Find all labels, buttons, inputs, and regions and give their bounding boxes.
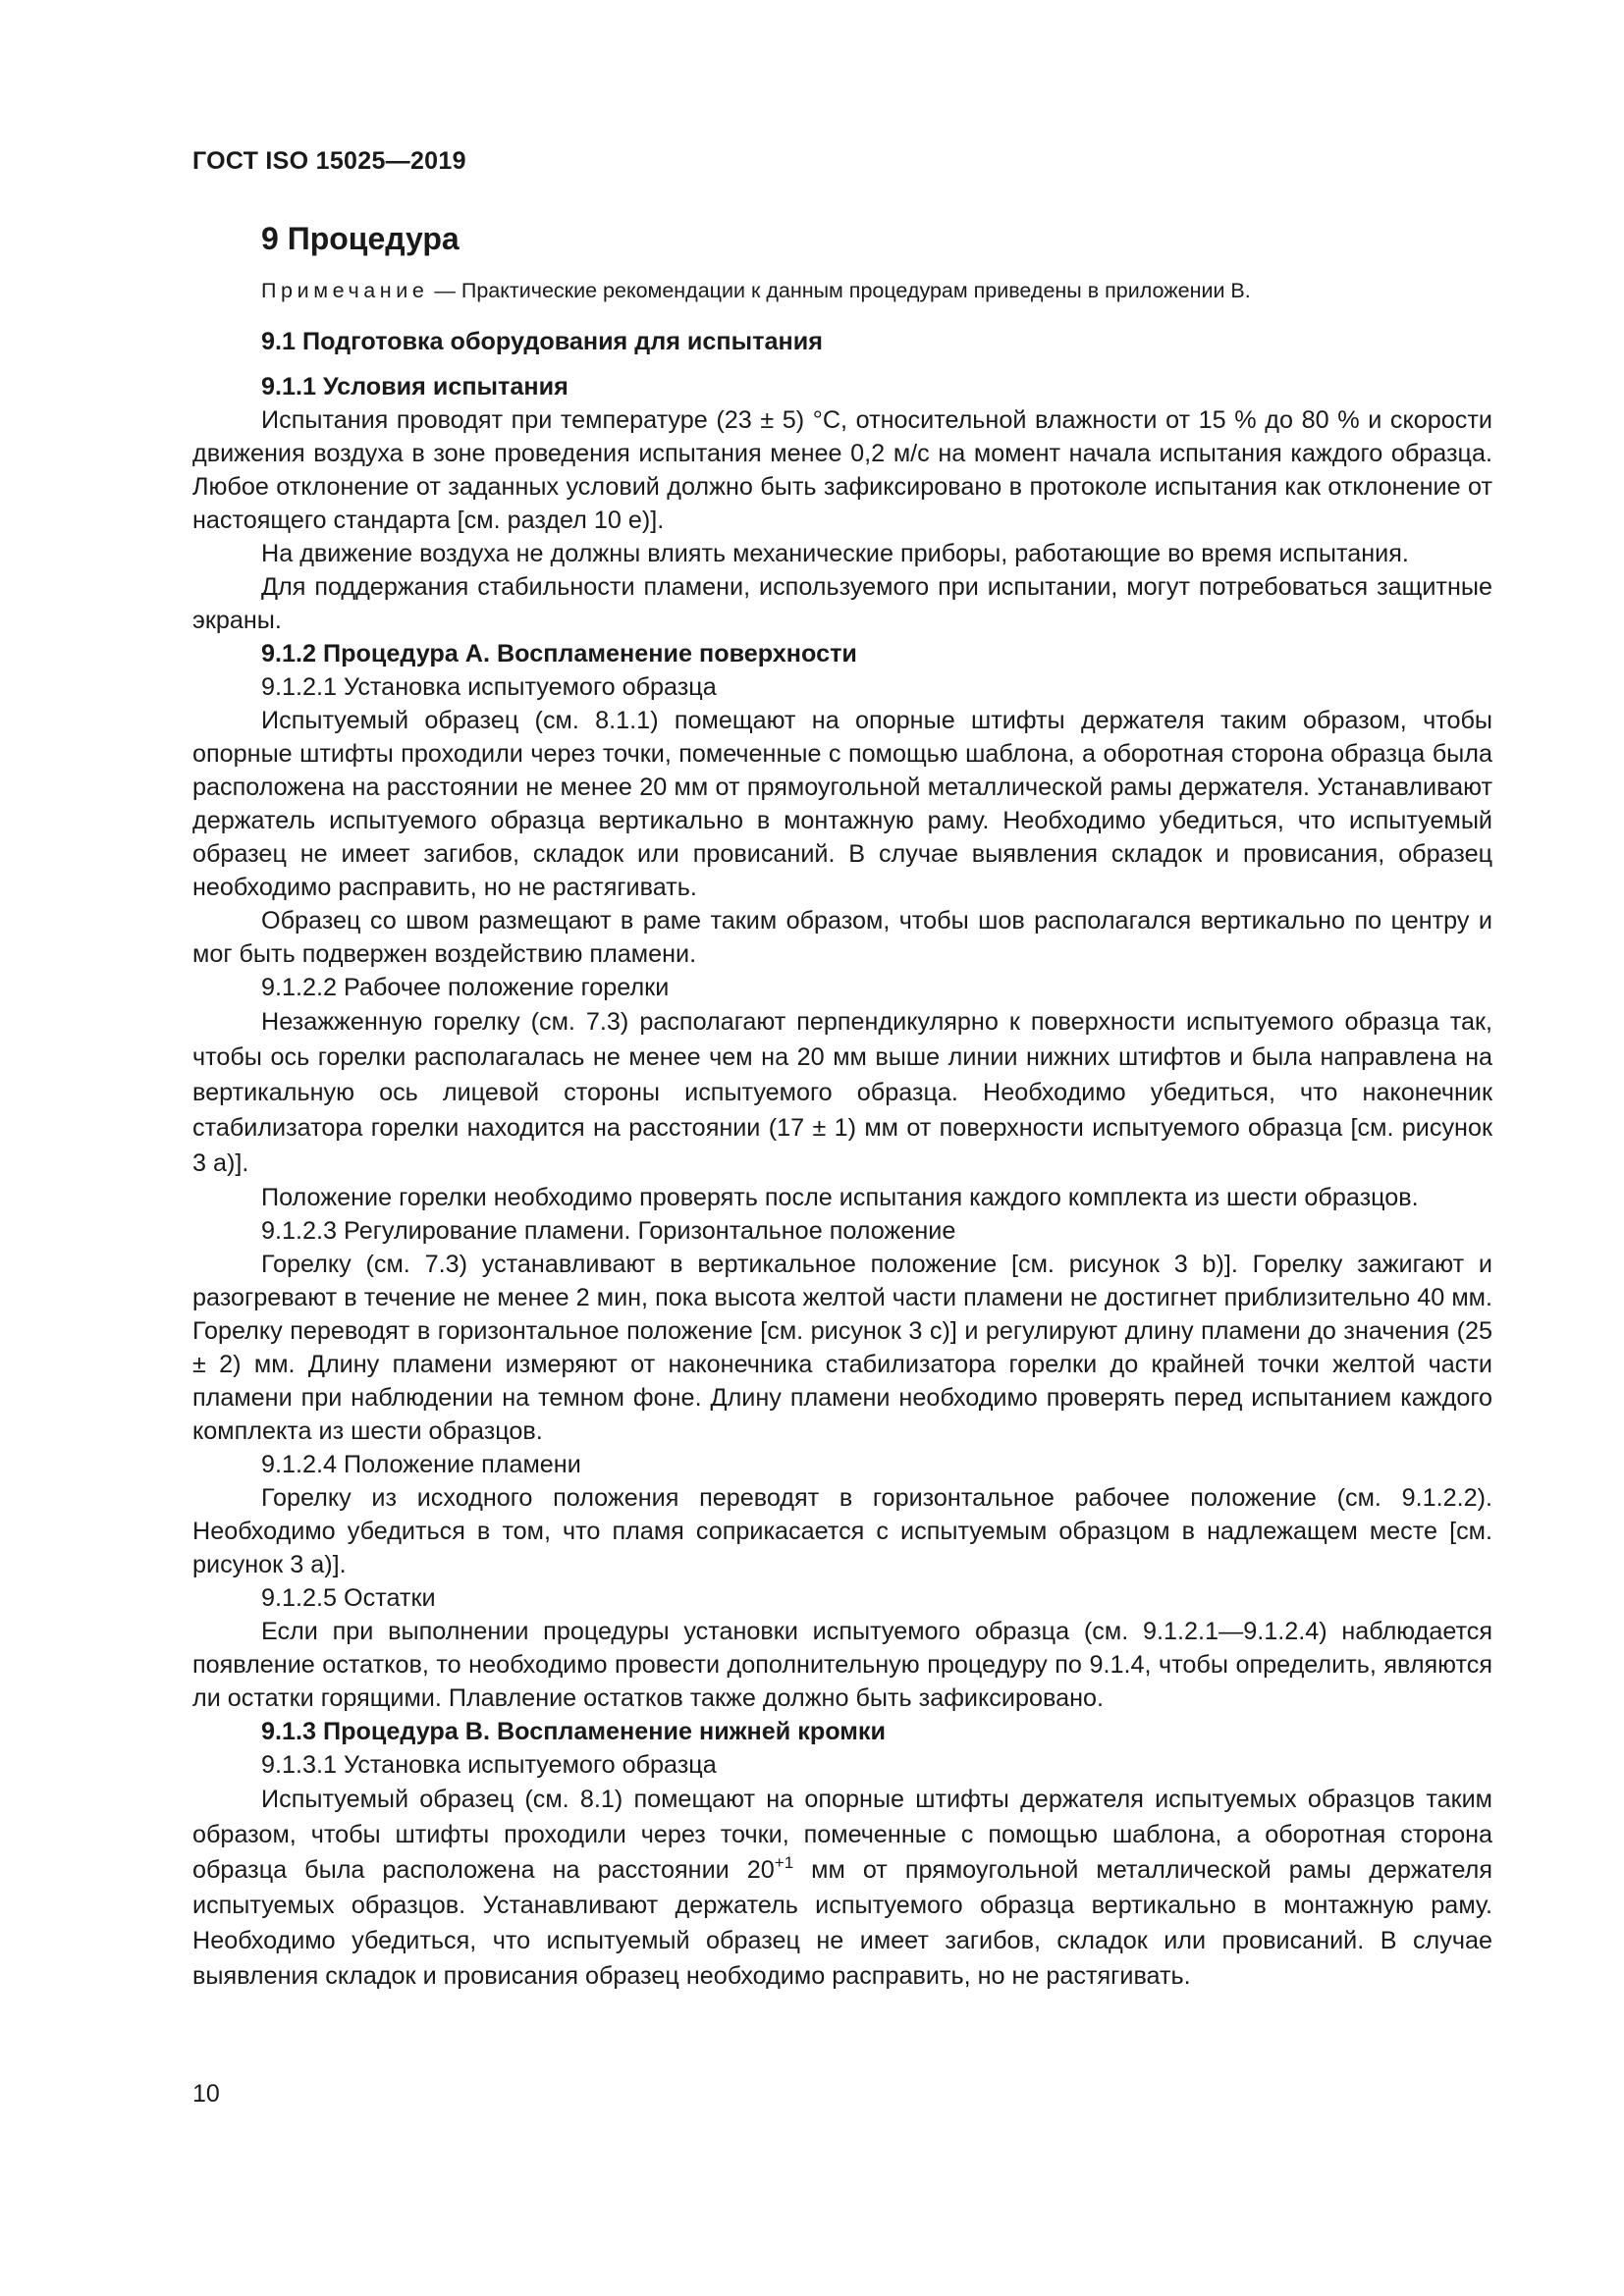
page-number: 10 — [192, 2080, 220, 2108]
paragraph: Горелку (см. 7.3) устанавливают в вертикальное положение [см. рисунок 3 b)]. Горелку зажигают и разогревают в течение не менее 2 мин, пока высота желтой части пламени не достигнет приблизительно 40 мм. Горелку переводят в горизонтальное положение [см. рисунок 3 с)] и регулируют длину пламени до значения (25 ± 2) мм. Длину пламени измеряют от наконечника стабилизатора горелки до крайней точки желтой части пламени при наблюдении на темном фоне. Длину пламени необходимо проверять перед испытанием каждого комплекта из шести образцов. — [192, 1251, 1492, 1445]
paragraph: Испытания проводят при температуре (23 ± 5) °С, относительной влажности от 15 % до 80 % и скорости движения воздуха в зоне проведения испытания менее 0,2 м/с на момент начала испытания каждого образца. Любое отклонение от заданных условий должно быть зафиксировано в протоколе испытания как отклонение от настоящего стандарта [см. раздел 10 е)]. — [192, 406, 1492, 534]
paragraph: Испытуемый образец (см. 8.1.1) помещают на опорные штифты держателя таким образом, чтобы опорные штифты проходили через точки, помеченные с помощью шаблона, а оборотная сторона образца была расположена на расстоянии не менее 20 мм от прямоугольной металлической рамы держателя. Устанавливают держатель испытуемого образца вертикально в монтажную раму. Необходимо убедиться, что испытуемый образец не имеет загибов, складок или провисаний. В случае выявления складок и провисания, образец необходимо расправить, но не растягивать. — [192, 707, 1492, 901]
subsection-number: 9.1.1 — [261, 373, 317, 400]
clause-heading: 9.1.3.1 Установка испытуемого образца — [261, 1751, 717, 1779]
subsection-title: Подготовка оборудования для испытания — [302, 328, 823, 355]
clause-heading: 9.1.2.1 Установка испытуемого образца — [261, 673, 717, 701]
subsection-title: Процедура В. Воспламенение нижней кромки — [323, 1718, 887, 1745]
subsection-number: 9.1.3 — [261, 1718, 317, 1745]
note-text: — Практические рекомендации к данным процедурам приведены в приложении В. — [428, 279, 1251, 302]
subsection-heading-9-1-2 — [261, 637, 1492, 670]
note — [261, 274, 1492, 307]
subsection-title: Условия испытания — [323, 373, 568, 400]
paragraph: Горелку из исходного положения переводят в горизонтальное рабочее положение (см. 9.1.2.2). Необходимо убедиться в том, что пламя соприкасается с испытуемым образцом в надлежащем месте [см. рисунок 3 а)]. — [192, 1484, 1492, 1578]
subsection-number: 9.1 — [261, 328, 297, 355]
subsection-heading-9-1-1 — [261, 370, 1492, 403]
paragraph — [192, 1782, 1492, 1994]
paragraph: Образец со швом размещают в раме таким образом, чтобы шов располагался вертикально по центру и мог быть подвержен воздействию пламени. — [192, 907, 1492, 968]
page-content — [192, 217, 1492, 1994]
paragraph: Если при выполнении процедуры установки испытуемого образца (см. 9.1.2.1—9.1.2.4) наблюдается появление остатков, то необходимо провести дополнительную процедуру по 9.1.4, чтобы определить, являются ли остатки горящими. Плавление остатков также должно быть зафиксировано. — [192, 1618, 1492, 1712]
paragraph: Для поддержания стабильности пламени, используемого при испытании, могут потребоваться защитные экраны. — [192, 573, 1492, 634]
paragraph: Положение горелки необходимо проверять после испытания каждого комплекта из шести образцов. — [261, 1184, 1419, 1211]
subsection-heading-9-1 — [261, 325, 1492, 358]
section-number: 9 — [261, 221, 279, 256]
clause-heading: 9.1.2.5 Остатки — [261, 1584, 436, 1612]
subsection-title: Процедура А. Воспламенение поверхности — [323, 640, 857, 667]
clause-heading: 9.1.2.2 Рабочее положение горелки — [261, 974, 670, 1001]
note-label: Примечание — [261, 279, 429, 302]
paragraph: Незажженную горелку (см. 7.3) располагают перпендикулярно к поверхности испытуемого образца так, чтобы ось горелки располагалась не менее чем на 20 мм выше линии нижних штифтов и была направлена на вертикальную ось лицевой стороны испытуемого образца. Необходимо убедиться, что наконечник стабилизатора горелки находится на расстоянии (17 ± 1) мм от поверхности испытуемого образца [см. рисунок 3 а)]. — [192, 1008, 1492, 1177]
section-title: Процедура — [287, 221, 460, 256]
paragraph-part: Испытуемый образец (см. 8.1) помещают на опорные штифты держателя испытуемых образцов таким образом, чтобы штифты проходили через точки, помеченные с помощью шаблона, а оборотная сторона образца была расположена на расстоянии 20 — [192, 1786, 1492, 1884]
clause-heading: 9.1.2.3 Регулирование пламени. Горизонтальное положение — [261, 1217, 956, 1245]
subsection-number: 9.1.2 — [261, 640, 317, 667]
paragraph-part: мм от прямоугольной металлической рамы держателя испытуемых образцов. Устанавливают держатель испытуемого образца вертикально в монтажную раму. Необходимо убедиться, что испытуемый образец не имеет загибов, складок или провисаний. В случае выявления складок и провисания образец необходимо расправить, но не растягивать. — [192, 1856, 1492, 1990]
section-heading — [261, 217, 1492, 274]
tolerance-superscript: +1 — [774, 1853, 794, 1872]
document-header: ГОСТ ISO 15025—2019 — [192, 147, 466, 175]
subsection-heading-9-1-3 — [261, 1715, 1492, 1748]
paragraph: На движение воздуха не должны влиять механические приборы, работающие во время испытания. — [261, 540, 1409, 567]
clause-heading: 9.1.2.4 Положение пламени — [261, 1451, 581, 1478]
